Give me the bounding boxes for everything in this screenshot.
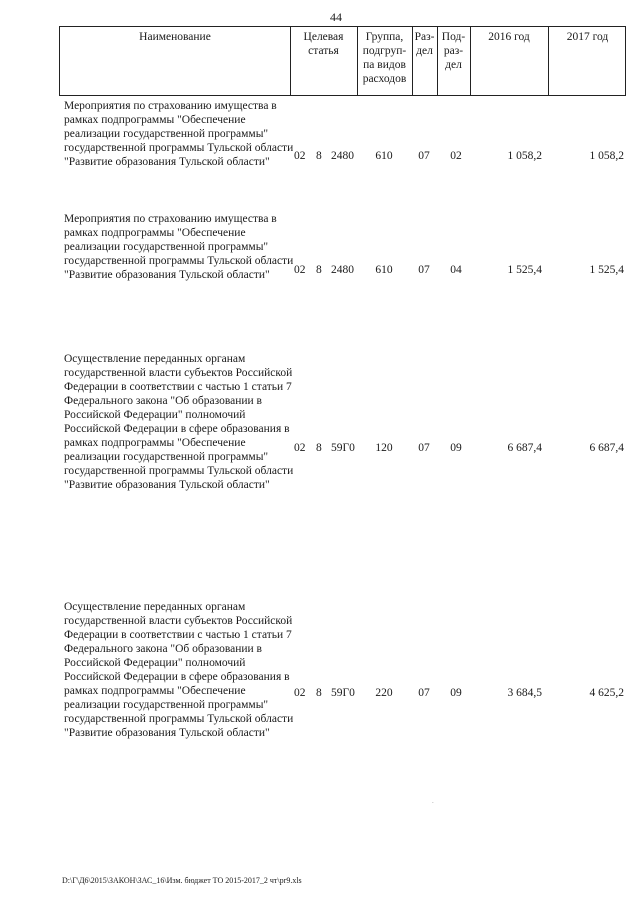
row-subsection: 09 (450, 442, 462, 454)
row-value-2017: 6 687,4 (589, 442, 624, 454)
row-value-2016: 1 525,4 (507, 264, 542, 276)
row-value-2016: 6 687,4 (507, 442, 542, 454)
row-target-part2: 8 (316, 150, 322, 162)
row-subsection: 02 (450, 150, 462, 162)
row-name: Осуществление переданных органам государственной власти субъектов Российской Федерации в соответствии с частью 1 статьи 7 Федерального закона "Об образовании в Российской Федерации" полномочий Российской Федерации в сфере образования в рамках подпрограммы "Обеспечение реализации государственной программы" государственной программы Тульской области "Развитие образования Тульской области" (64, 353, 294, 491)
header-section: Раз- дел (414, 31, 435, 57)
header-group: Группа, подгруп- па видов расходов (362, 31, 407, 85)
file-path-footer: D:\Г\Д6\2015\ЗАКОН\ЗАС_16\Изм. бюджет ТО 2015-2017_2 чт\pr9.xls (62, 876, 302, 885)
row-section: 07 (418, 150, 430, 162)
row-target-part3: 2480 (331, 150, 354, 162)
row-section: 07 (418, 264, 430, 276)
row-target-part1: 02 (294, 687, 306, 699)
page-number: 44 (330, 10, 342, 24)
row-target-part2: 8 (316, 264, 322, 276)
row-group: 220 (375, 687, 393, 699)
row-group: 120 (375, 442, 393, 454)
row-name: Мероприятия по страхованию имущества в рамках подпрограммы "Обеспечение реализации государственной программы" государственной программы Тульской области "Развитие образования Тульской области" (64, 100, 294, 168)
row-target-part3: 59Г0 (331, 442, 355, 454)
header-year-2016: 2016 год (488, 31, 530, 43)
header-year-2017: 2017 год (566, 31, 609, 43)
table-header (59, 26, 626, 96)
row-subsection: 04 (450, 264, 462, 276)
row-value-2016: 3 684,5 (507, 687, 542, 699)
row-target-part2: 8 (316, 442, 322, 454)
row-target-part1: 02 (294, 264, 306, 276)
row-section: 07 (418, 687, 430, 699)
row-value-2017: 1 058,2 (589, 150, 624, 162)
row-target-part3: 2480 (331, 264, 354, 276)
row-subsection: 09 (450, 687, 462, 699)
row-group: 610 (375, 150, 393, 162)
row-name: Осуществление переданных органам государственной власти субъектов Российской Федерации в соответствии с частью 1 статьи 7 Федерального закона "Об образовании в Российской Федерации" полномочий Российской Федерации в сфере образования в рамках подпрограммы "Обеспечение реализации государственной программы" государственной программы Тульской области "Развитие образования Тульской области" (64, 601, 294, 739)
header-target-article: Целевая статья (303, 31, 344, 57)
row-section: 07 (418, 442, 430, 454)
row-value-2017: 4 625,2 (589, 687, 624, 699)
row-target-part3: 59Г0 (331, 687, 355, 699)
header-subsection: Под- раз- дел (441, 31, 466, 71)
row-target-part2: 8 (316, 687, 322, 699)
row-group: 610 (375, 264, 393, 276)
row-value-2017: 1 525,4 (589, 264, 624, 276)
row-target-part1: 02 (294, 442, 306, 454)
scan-speck: . (432, 797, 434, 805)
row-target-part1: 02 (294, 150, 306, 162)
row-value-2016: 1 058,2 (507, 150, 542, 162)
row-name: Мероприятия по страхованию имущества в рамках подпрограммы "Обеспечение реализации государственной программы" государственной программы Тульской области "Развитие образования Тульской области" (64, 213, 294, 281)
header-name: Наименование (139, 31, 211, 43)
